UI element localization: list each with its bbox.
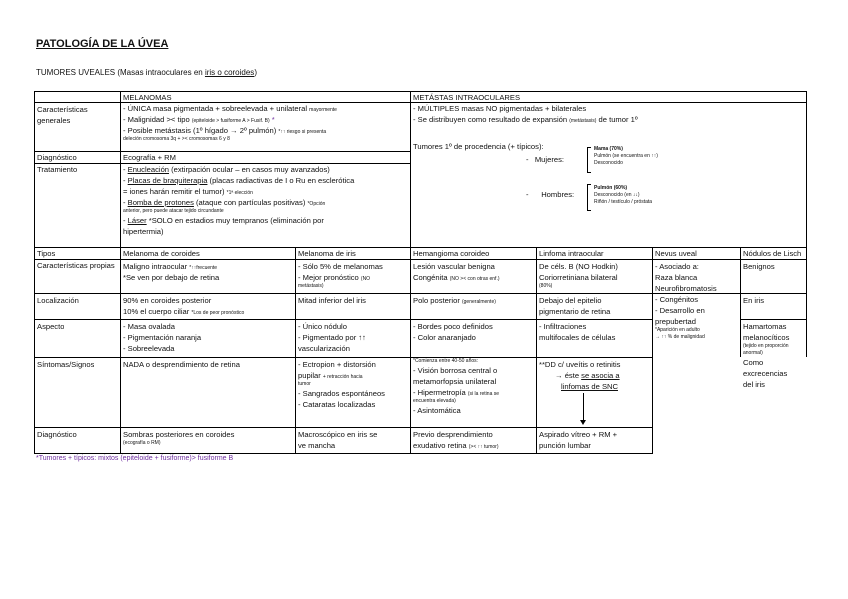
text: *Se ven por debajo de retina — [123, 273, 220, 282]
text: Congénita — [413, 273, 448, 282]
top-table-line — [806, 91, 807, 247]
linfoma-diagnostico — [539, 429, 651, 451]
text: pigmentario de retina — [539, 307, 611, 316]
note: *Los de peor pronóstico — [191, 310, 245, 316]
list-item: - Masa ovalada — [123, 322, 175, 331]
note: (NO >< con otras enf.) — [449, 276, 500, 282]
list-item: Pulmón (se encuentra en ↑↑) — [594, 153, 658, 159]
note: *Comienza entre 40-50 años: — [413, 358, 479, 364]
subtitle-underlined: iris o coroides — [204, 68, 255, 77]
note: + retracción hacia — [322, 374, 363, 380]
note: *1ª elección — [226, 190, 253, 196]
text: Lesión vascular benigna — [413, 262, 495, 271]
hemangioma-sintomas — [413, 358, 535, 416]
iris-sintomas — [298, 359, 409, 410]
note: (>< ↑↑ tumor) — [468, 444, 499, 450]
text: = iones harán remitir el tumor) — [123, 187, 225, 196]
row-label-localizacion: Localización — [37, 296, 79, 305]
coroides-sintomas: NADA o desprendimiento de retina — [123, 360, 240, 369]
down-arrow-icon — [583, 393, 584, 421]
list-item: Riñón / testículo / próstata — [594, 199, 653, 205]
page-title: PATOLOGÍA DE LA ÚVEA — [36, 38, 169, 50]
bottom-table-line — [652, 247, 653, 454]
note: deleción cromosoma 3q + >< cromosomas 6 y 8 — [123, 136, 230, 142]
text: - Mejor pronóstico — [298, 273, 359, 282]
iris-localizacion: Mitad inferior del iris — [298, 296, 366, 305]
text: punción lumbar — [539, 441, 591, 450]
text: De céls. B (NO Hodkin) — [539, 262, 618, 271]
list-item: multifocales de células — [539, 333, 616, 342]
section-subtitle — [36, 68, 257, 77]
note: → ↑↑ % de malignidad — [655, 334, 705, 340]
row-label-caracteristicas-propias: Características propias — [37, 261, 115, 270]
list-item: - Color anaranjado — [413, 333, 476, 342]
text: prepubertad — [655, 317, 696, 326]
note: (metástasis) — [569, 118, 597, 124]
row-label-diagnostico: Diagnóstico — [37, 153, 77, 162]
note: *Opción — [307, 201, 326, 207]
text: ve mancha — [298, 441, 336, 450]
purple-asterisk: * — [271, 115, 275, 124]
list-item: - Único nódulo — [298, 322, 347, 331]
linfoma-localizacion — [539, 295, 651, 317]
text: - Ectropion + distorsión — [298, 360, 376, 369]
nevus-details — [655, 261, 739, 341]
lisch-aspecto — [743, 321, 805, 390]
text: Coriorretiniana bilateral — [539, 273, 618, 282]
text: 10% el cuerpo ciliar — [123, 307, 190, 316]
bottom-table-line — [740, 319, 806, 320]
iris-caracteristicas — [298, 261, 408, 290]
header-melanomas: MELANOMAS — [123, 93, 172, 102]
note: anterior, pero puede atacar tejido circundante — [123, 208, 224, 214]
linfoma-caracteristicas — [539, 261, 651, 290]
text: Aspirado vítreo + RM + — [539, 430, 618, 439]
row-label-sintomas: Síntomas/Signos — [37, 360, 95, 369]
linfoma-sintomas — [539, 359, 651, 409]
text: - Hipermetropía — [413, 388, 466, 397]
header-linfoma: Linfoma intraocular — [539, 249, 604, 258]
text: - Sangrados espontáneos — [298, 389, 385, 398]
text: - Se distribuyen como resultado de expansión — [413, 115, 568, 124]
list-item: - Infiltraciones — [539, 322, 587, 331]
header-melanoma-iris: Melanoma de iris — [298, 249, 356, 258]
mujeres-label: - Mujeres: — [526, 155, 564, 164]
row-label-aspecto: Aspecto — [37, 322, 65, 331]
note: (tejido en proporción — [743, 343, 789, 349]
top-table-line — [34, 151, 410, 152]
text: Placas de braquiterapia — [127, 176, 208, 185]
hemangioma-aspecto — [413, 321, 534, 343]
list-item: Pulmón (60%) — [594, 185, 628, 191]
text: hipertermia) — [123, 227, 164, 236]
text: - Visión borrosa central o — [413, 366, 498, 375]
footnote: *Tumores + típicos: mixtos (epiteloide + fusiforme)> fusiforme B — [36, 455, 234, 462]
text: Maligno intraocular — [123, 262, 188, 271]
subtitle-prefix: TUMORES UVEALES (Masas intraoculares en — [36, 68, 205, 77]
brace-icon — [587, 147, 591, 173]
text: linfomas de SNC — [561, 382, 618, 391]
text: Bomba de protones — [127, 198, 194, 207]
text: Hombres: — [541, 190, 575, 199]
bottom-table-line — [806, 247, 807, 357]
coroides-diagnostico — [123, 429, 293, 447]
row-label-caracteristicas: Características generales — [37, 105, 88, 125]
text: **DD c/ uveítis o retinitis — [539, 360, 621, 369]
lisch-localizacion: En iris — [743, 296, 765, 305]
bottom-table-line — [34, 357, 652, 358]
linfoma-aspecto — [539, 321, 651, 343]
coroides-localizacion — [123, 295, 293, 317]
coroides-aspecto — [123, 321, 293, 354]
note: tumor — [298, 381, 311, 387]
row-label-tratamiento: Tratamiento — [37, 165, 78, 174]
text: de tumor 1º — [596, 115, 638, 124]
note: mayormente — [309, 107, 337, 113]
list-item: vascularización — [298, 344, 350, 353]
text: 90% en coroides posterior — [123, 296, 212, 305]
text: Neurofibromatosis — [655, 284, 717, 293]
text: - Congénitos — [655, 295, 699, 304]
note: (generalmente) — [461, 299, 496, 305]
list-item: - Pigmentación naranja — [123, 333, 202, 342]
list-item: - Sobreelevada — [123, 344, 175, 353]
text: Enucleación — [127, 165, 170, 174]
hombres-list — [594, 185, 652, 206]
text: Sombras posteriores en coroides — [123, 430, 235, 439]
bottom-table-line — [295, 247, 296, 454]
note: (NO — [360, 276, 371, 282]
text: - MÚLTIPLES masas NO pigmentadas + bilaterales — [413, 104, 587, 113]
note: *↑↑ riesgo si presenta — [278, 129, 327, 135]
melanomas-treatment: - Enucleación (extirpación ocular – en casos muy avanzados) - Placas de braquiterapia (placas radiactivas de I o Ru en esclerótica = iones harán remitir el tumor) *1ª elección - Bomba de protones (ataque con partículas positivas) *Opción anterior, pero puede atacar tejido circundante - Láser *SOLO en estadios muy tempranos (eliminación por hipertermia) — [123, 164, 409, 237]
metastasis-characteristics — [413, 103, 803, 125]
text: (extirpación ocular – en casos muy avanzados) — [169, 165, 330, 174]
text: Raza blanca — [655, 273, 698, 282]
brace-icon — [587, 184, 591, 211]
text: - Asociado a: — [655, 262, 699, 271]
bottom-table-line — [740, 293, 806, 294]
text: Mujeres: — [534, 155, 564, 164]
text: pupilar — [298, 371, 321, 380]
bottom-table-line — [34, 259, 806, 260]
header-hemangioma: Hemangioma coroideo — [413, 249, 490, 258]
text: metamorfopsia unilateral — [413, 377, 497, 386]
text: - Malignidad >< tipo — [123, 115, 190, 124]
text: Previo desprendimiento — [413, 430, 493, 439]
text: Láser — [127, 216, 147, 225]
header-lisch: Nódulos de Lisch — [743, 249, 802, 258]
text: - Sólo 5% de melanomas — [298, 262, 383, 271]
iris-aspecto — [298, 321, 408, 354]
top-table-line — [34, 91, 35, 247]
note: *↑↑frecuente — [189, 265, 218, 271]
row-label-diagnostico: Diagnóstico — [37, 430, 77, 439]
text: - Asintomática — [413, 406, 461, 415]
bottom-table-line — [34, 247, 35, 454]
bottom-table-line — [34, 453, 652, 454]
text: *SOLO en estadios muy tempranos (eliminación por — [146, 216, 324, 225]
bottom-table-line — [34, 293, 740, 294]
note: encuentra elevada) — [413, 398, 456, 404]
hemangioma-diagnostico — [413, 429, 535, 451]
text: - Cataratas localizadas — [298, 400, 376, 409]
text: (ataque con partículas positivas) — [193, 198, 306, 207]
note: (epiteloide > fusiforme A > Fusif. B) — [191, 118, 270, 124]
arrow-head-icon — [580, 420, 586, 425]
iris-diagnostico — [298, 429, 409, 451]
mujeres-list — [594, 146, 658, 167]
note: (ecografía o RM) — [123, 440, 161, 446]
header-tipos: Tipos — [37, 249, 56, 258]
note: metástasis) — [298, 283, 324, 289]
header-nevus: Nevus uveal — [655, 249, 697, 258]
list-item: - Pigmentado por ↑↑ — [298, 333, 366, 342]
bottom-table-line — [34, 319, 652, 320]
top-table-line — [410, 91, 411, 247]
text: exudativo retina — [413, 441, 467, 450]
list-item: Desconocido — [594, 160, 623, 166]
note: (si la retina se — [467, 391, 500, 397]
note: anormal) — [743, 350, 763, 356]
list-item: - Bordes poco definidos — [413, 322, 493, 331]
hemangioma-caracteristicas — [413, 261, 534, 283]
text: Macroscópico en iris se — [298, 430, 378, 439]
text: - Desarrollo en — [655, 306, 705, 315]
list-item: Mama (70%) — [594, 146, 623, 152]
melanomas-diagnosis: Ecografía + RM — [123, 153, 176, 162]
hombres-label: - Hombres: — [526, 190, 575, 199]
subtitle-suffix: ) — [254, 68, 257, 77]
text: Como excrecencias — [743, 358, 788, 378]
bottom-table-line — [120, 247, 121, 454]
text: melanocíticos — [743, 333, 790, 342]
text: Debajo del epitelio — [539, 296, 602, 305]
metastasis-origin-title: Tumores 1º de procedencia (+ típicos): — [413, 142, 544, 151]
coroides-caracteristicas — [123, 261, 293, 283]
lisch-caracteristicas: Benignos — [743, 262, 775, 271]
note: (80%) — [539, 283, 553, 289]
text: Hamartomas — [743, 322, 787, 331]
list-item: Desconocido (en ↓↓) — [594, 192, 640, 198]
bottom-table-line — [410, 247, 411, 454]
text: - Posible metástasis (1º hígado → 2º pulmón) — [123, 126, 277, 135]
bottom-table-line — [740, 247, 741, 357]
text: - ÚNICA masa pigmentada + sobreelevada + unilateral — [123, 104, 308, 113]
header-melanoma-coroides: Melanoma de coroides — [123, 249, 200, 258]
bottom-table-line — [536, 247, 537, 454]
text: del iris — [743, 380, 765, 389]
hemangioma-localizacion — [413, 295, 496, 306]
text: se asocia a — [581, 371, 620, 380]
text: → éste — [555, 371, 582, 380]
note: *Aparición en adulto — [655, 327, 700, 333]
text: (placas radiactivas de I o Ru en esclerótica — [207, 176, 355, 185]
melanomas-characteristics — [123, 103, 408, 143]
bottom-table-line — [34, 427, 652, 428]
text: Polo posterior — [413, 296, 460, 305]
header-metastasis: METÁSTAS INTRAOCULARES — [413, 93, 521, 102]
top-table-line — [120, 91, 121, 247]
